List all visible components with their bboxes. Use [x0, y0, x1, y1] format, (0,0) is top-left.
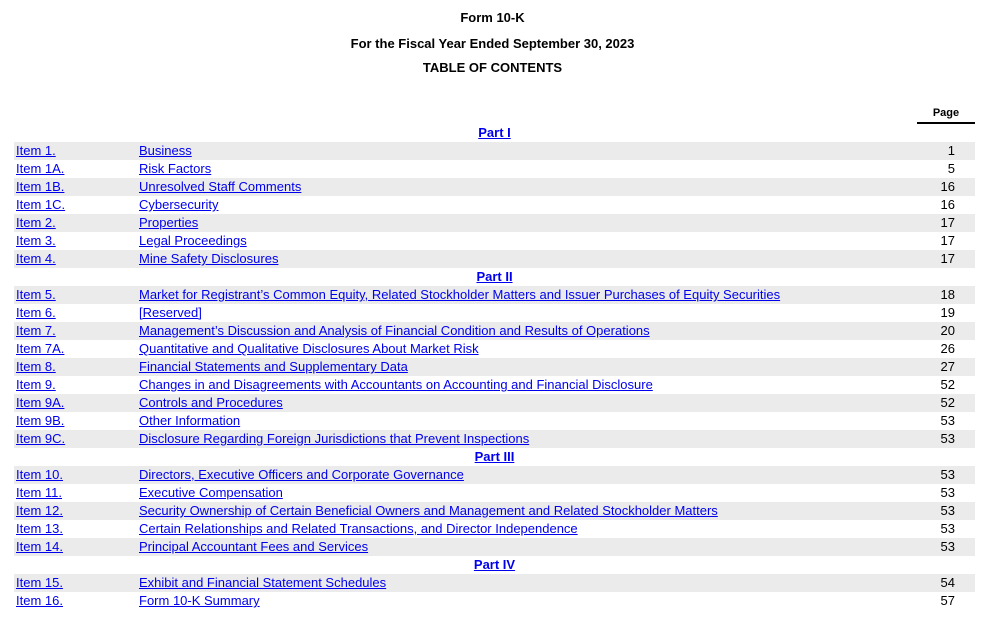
item-page-number: 52	[940, 377, 955, 392]
item-title-link[interactable]: Principal Accountant Fees and Services	[139, 539, 369, 554]
toc-row	[14, 160, 975, 178]
item-number-link[interactable]: Item 13.	[16, 521, 63, 536]
part-heading-row	[14, 556, 975, 574]
item-number-link[interactable]: Item 7A.	[16, 341, 65, 356]
part-heading-row	[14, 448, 975, 466]
item-number-link[interactable]: Item 3.	[16, 233, 56, 248]
part-link[interactable]: Part I	[478, 125, 511, 140]
item-number-link[interactable]: Item 10.	[16, 467, 63, 482]
item-title-link[interactable]: Other Information	[139, 413, 241, 428]
item-page-number: 5	[947, 161, 955, 176]
item-page-number: 53	[940, 485, 955, 500]
item-number-link[interactable]: Item 8.	[16, 359, 56, 374]
toc-title: TABLE OF CONTENTS	[422, 60, 563, 75]
toc-row	[14, 574, 975, 592]
item-page-number: 52	[940, 395, 955, 410]
item-number-link[interactable]: Item 12.	[16, 503, 63, 518]
toc-row	[14, 466, 975, 484]
item-title-link[interactable]: Security Ownership of Certain Beneficial Owners and Management and Related Stockholder Matters	[139, 503, 718, 518]
item-title-link[interactable]: Unresolved Staff Comments	[139, 179, 302, 194]
item-number-link[interactable]: Item 2.	[16, 215, 56, 230]
item-number-link[interactable]: Item 5.	[16, 287, 56, 302]
toc-row	[14, 304, 975, 322]
item-title-link[interactable]: Form 10-K Summary	[139, 593, 260, 608]
item-page-number: 54	[940, 575, 955, 590]
toc-row	[14, 214, 975, 232]
item-page-number: 53	[940, 413, 955, 428]
form-title: Form 10-K	[460, 10, 525, 25]
item-title-link[interactable]: Mine Safety Disclosures	[139, 251, 279, 266]
item-title-link[interactable]: Risk Factors	[139, 161, 212, 176]
item-page-number: 17	[940, 233, 955, 248]
fiscal-year-heading: For the Fiscal Year Ended September 30, 2023	[350, 36, 635, 51]
item-number-link[interactable]: Item 15.	[16, 575, 63, 590]
page-column-header: Page	[917, 106, 975, 124]
item-page-number: 53	[940, 521, 955, 536]
item-page-number: 57	[940, 593, 955, 608]
toc-row	[14, 322, 975, 340]
toc-row	[14, 232, 975, 250]
toc-row	[14, 286, 975, 304]
item-number-link[interactable]: Item 11.	[16, 485, 63, 500]
item-title-link[interactable]: Cybersecurity	[139, 197, 219, 212]
part-heading-row	[14, 124, 975, 142]
item-title-link[interactable]: Financial Statements and Supplementary Data	[139, 359, 408, 374]
item-title-link[interactable]: Business	[139, 143, 192, 158]
item-number-link[interactable]: Item 9A.	[16, 395, 65, 410]
toc-row	[14, 250, 975, 268]
item-number-link[interactable]: Item 16.	[16, 593, 63, 608]
toc-row	[14, 196, 975, 214]
item-page-number: 17	[940, 251, 955, 266]
item-title-link[interactable]: Management’s Discussion and Analysis of Financial Condition and Results of Operations	[139, 323, 650, 338]
item-title-link[interactable]: Changes in and Disagreements with Accountants on Accounting and Financial Disclosure	[139, 377, 653, 392]
item-page-number: 18	[940, 287, 955, 302]
toc-row	[14, 376, 975, 394]
item-page-number: 19	[940, 305, 955, 320]
toc-row	[14, 502, 975, 520]
item-page-number: 53	[940, 539, 955, 554]
toc-row	[14, 412, 975, 430]
item-page-number: 53	[940, 467, 955, 482]
item-title-link[interactable]: Controls and Procedures	[139, 395, 283, 410]
item-number-link[interactable]: Item 9C.	[16, 431, 66, 446]
item-number-link[interactable]: Item 7.	[16, 323, 56, 338]
item-page-number: 27	[940, 359, 955, 374]
item-page-number: 20	[940, 323, 955, 338]
item-number-link[interactable]: Item 1C.	[16, 197, 66, 212]
item-number-link[interactable]: Item 6.	[16, 305, 56, 320]
item-number-link[interactable]: Item 1.	[16, 143, 56, 158]
toc-row	[14, 358, 975, 376]
table-of-contents	[14, 124, 975, 610]
item-title-link[interactable]: Exhibit and Financial Statement Schedules	[139, 575, 387, 590]
item-number-link[interactable]: Item 9.	[16, 377, 56, 392]
part-link[interactable]: Part II	[476, 269, 513, 284]
item-page-number: 53	[940, 431, 955, 446]
item-page-number: 53	[940, 503, 955, 518]
item-page-number: 16	[940, 197, 955, 212]
toc-row	[14, 394, 975, 412]
item-page-number: 17	[940, 215, 955, 230]
toc-row	[14, 340, 975, 358]
item-title-link[interactable]: Disclosure Regarding Foreign Jurisdictions that Prevent Inspections	[139, 431, 530, 446]
item-number-link[interactable]: Item 14.	[16, 539, 63, 554]
toc-row	[14, 430, 975, 448]
item-number-link[interactable]: Item 1B.	[16, 179, 65, 194]
toc-row	[14, 142, 975, 160]
item-number-link[interactable]: Item 9B.	[16, 413, 65, 428]
toc-row	[14, 520, 975, 538]
item-title-link[interactable]: Market for Registrant’s Common Equity, Related Stockholder Matters and Issuer Purchases of Equity Securities	[139, 287, 781, 302]
toc-row	[14, 484, 975, 502]
item-title-link[interactable]: Certain Relationships and Related Transactions, and Director Independence	[139, 521, 578, 536]
item-title-link[interactable]: [Reserved]	[139, 305, 202, 320]
item-title-link[interactable]: Quantitative and Qualitative Disclosures About Market Risk	[139, 341, 479, 356]
item-number-link[interactable]: Item 4.	[16, 251, 56, 266]
part-heading-row	[14, 268, 975, 286]
item-page-number: 16	[940, 179, 955, 194]
item-title-link[interactable]: Directors, Executive Officers and Corporate Governance	[139, 467, 464, 482]
item-page-number: 1	[947, 143, 955, 158]
toc-row	[14, 592, 975, 610]
item-number-link[interactable]: Item 1A.	[16, 161, 65, 176]
toc-row	[14, 178, 975, 196]
toc-row	[14, 538, 975, 556]
part-link[interactable]: Part IV	[473, 557, 516, 572]
item-page-number: 26	[940, 341, 955, 356]
item-title-link[interactable]: Properties	[139, 215, 199, 230]
part-link[interactable]: Part III	[474, 449, 515, 464]
item-title-link[interactable]: Executive Compensation	[139, 485, 283, 500]
item-title-link[interactable]: Legal Proceedings	[139, 233, 247, 248]
